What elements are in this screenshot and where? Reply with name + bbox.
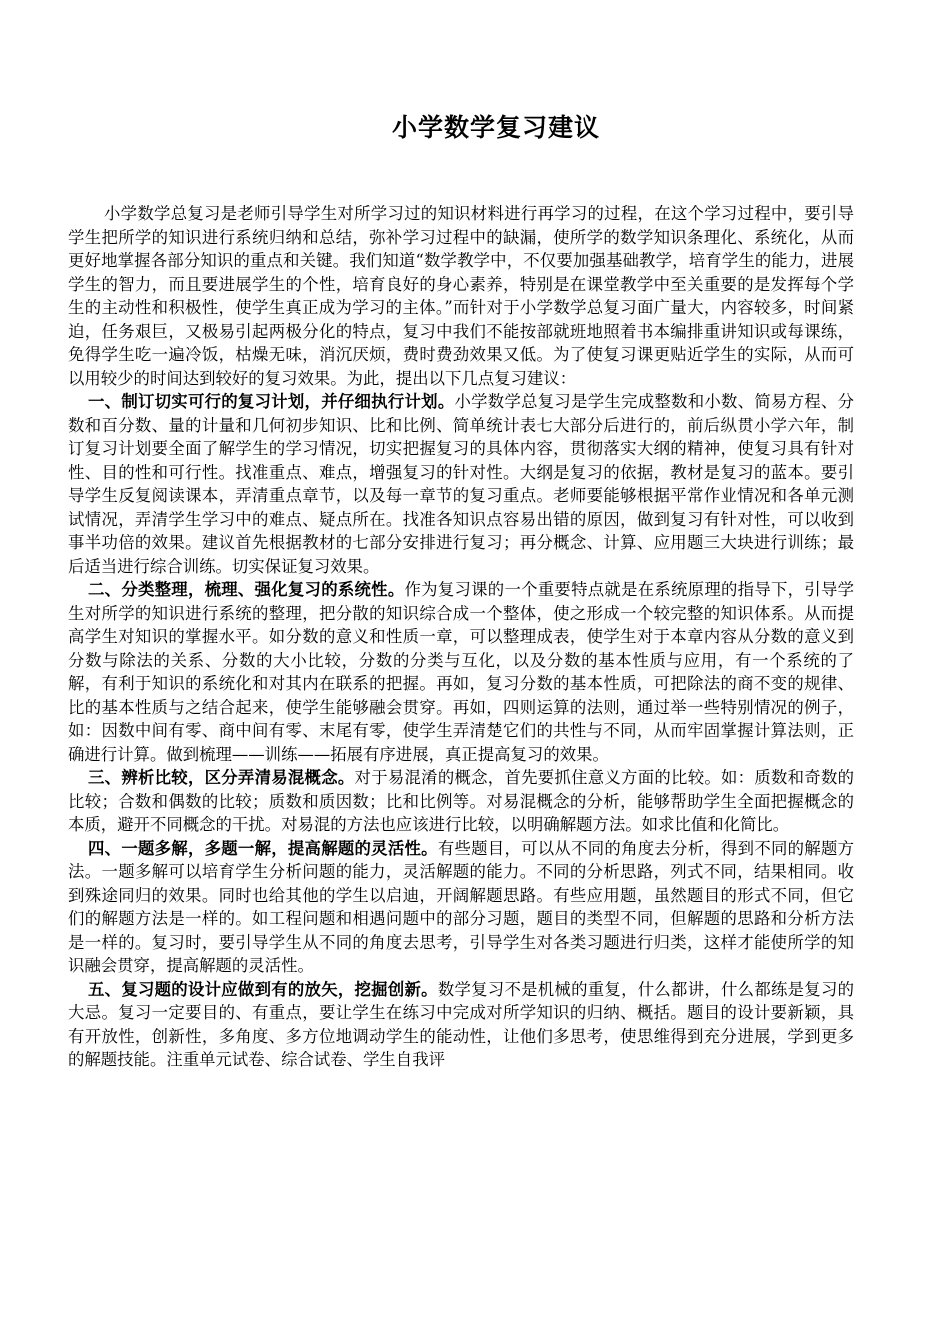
document-page: [68, 0, 854, 1072]
section-heading-3: 三、辨析比较，区分弄清易混概念。: [88, 768, 355, 787]
section-heading-2: 二、分类整理，梳理、强化复习的系统性。: [88, 580, 405, 599]
section-paragraph-5: [68, 978, 854, 1072]
section-text-5: 数学复习不是机械的重复，什么都讲，什么都练是复习的大忌。复习一定要目的、有重点，要让学生在练习中完成对所学知识的归纳、概括。题目的设计要新颖，具有开放性，创新性，多角度、多方位地调动学生的能动性，让他们多思考，使思维得到充分进展，学到更多的解题技能。注重单元试卷、综合试卷、学生自我评: [68, 979, 855, 1069]
intro-paragraph: 小学数学总复习是老师引导学生对所学习过的知识材料进行再学习的过程，在这个学习过程中，要引导学生把所学的知识进行系统归纳和总结，弥补学习过程中的缺漏，使所学的数学知识条理化、系统化，从而更好地掌握各部分知识的重点和关键。我们知道“数学教学中，不仅要加强基础教学，培育学生的能力，进展学生的智力，而且要进展学生的个性，培育良好的身心素养，特别是在课堂教学中至关重要的是发挥每个学生的主动性和积极性，使学生真正成为学习的主体。”而针对于小学数学总复习面广量大，内容较多，时间紧迫，任务艰巨，又极易引起两极分化的特点，复习中我们不能按部就班地照着书本编排重讲知识或每课练，免得学生吃一遍冷饭，枯燥无味，消沉厌烦，费时费劲效果又低。为了使复习课更贴近学生的实际，从而可以用较少的时间达到较好的复习效果。为此，提出以下几点复习建议：: [68, 204, 854, 388]
document-body: [68, 202, 854, 1072]
section-heading-4: 四、一题多解，多题一解，提高解题的灵活性。: [88, 838, 438, 858]
section-text-4: 有些题目，可以从不同的角度去分析，得到不同的解题方法。一题多解可以培育学生分析问题的能力，灵活解题的能力。不同的分析思路，列式不同，结果相同。收到殊途同归的效果。同时也给其他的学生以启迪，开阔解题思路。有些应用题，虽然题目的形式不同，但它们的解题方法是一样的。如工程问题和相遇问题中的部分习题，题目的类型不同，但解题的思路和分析方法是一样的。复习时，要引导学生从不同的角度去思考，引导学生对各类习题进行归类，这样才能使所学的知识融会贯穿，提高解题的灵活性。: [68, 838, 855, 975]
section-text-3: 对于易混淆的概念，首先要抓住意义方面的比较。如：质数和奇数的比较；合数和偶数的比较；质数和质因数；比和比例等。对易混概念的分析，能够帮助学生全面把握概念的本质，避开不同概念的干扰。对易混的方法也应该进行比较，以明确解题方法。如求比值和化简比。: [68, 768, 855, 834]
section-paragraph-1: [68, 390, 854, 578]
section-paragraph-2: [68, 578, 854, 766]
section-text-1: 小学数学总复习是学生完成整数和小数、简易方程、分数和百分数、量的计量和几何初步知识、比和比例、简单统计表七大部分后进行的，前后纵贯小学六年，制订复习计划要全面了解学生的学习情况，切实把握复习的具体内容，贯彻落实大纲的精神，使复习具有针对性、目的性和可行性。找准重点、难点，增强复习的针对性。大纲是复习的依据，教材是复习的蓝本。要引导学生反复阅读课本，弄清重点章节，以及每一章节的复习重点。老师要能够根据平常作业情况和各单元测试情况，弄清学生学习中的难点、疑点所在。找准各知识点容易出错的原因，做到复习有针对性，可以收到事半功倍的效果。建议首先根据教材的七部分安排进行复习；再分概念、计算、应用题三大块进行训练；最后适当进行综合训练。切实保证复习效果。: [68, 392, 855, 576]
section-paragraph-4: [68, 837, 854, 978]
page-title: 小学数学复习建议: [391, 113, 600, 142]
section-paragraph-3: [68, 766, 854, 837]
section-heading-5: 五、复习题的设计应做到有的放矢，挖掘创新。: [88, 979, 438, 999]
section-heading-1: 一、制订切实可行的复习计划，并仔细执行计划。: [88, 392, 455, 411]
section-text-2: 作为复习课的一个重要特点就是在系统原理的指导下，引导学生对所学的知识进行系统的整理，把分散的知识综合成一个整体，使之形成一个较完整的知识体系。从而提高学生对知识的掌握水平。如分数的意义和性质一章，可以整理成表，使学生对于本章内容从分数的意义到分数与除法的关系、分数的大小比较，分数的分类与互化，以及分数的基本性质与应用，有一个系统的了解，有利于知识的系统化和对其内在联系的把握。再如，复习分数的基本性质，可把除法的商不变的规律、比的基本性质与之结合起来，使学生能够融会贯穿。再如，四则运算的法则，通过举一些特别情况的例子，如：因数中间有零、商中间有零、末尾有零，使学生弄清楚它们的共性与不同，从而牢固掌握计算法则，正确进行计算。做到梳理——训练——拓展有序进展，真正提高复习的效果。: [68, 580, 855, 764]
